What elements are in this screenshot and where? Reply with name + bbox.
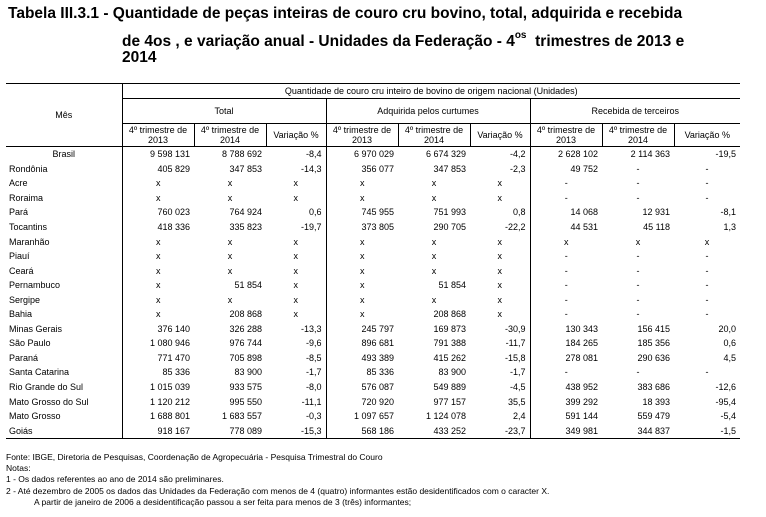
table-cell: 2,4 <box>470 409 530 424</box>
title-line-2-a: de 4os , e variação anual - Unidades da Federação - 4 <box>122 33 515 51</box>
table-cell: 383 686 <box>637 382 670 393</box>
table-cell: - <box>564 280 568 291</box>
table-cell: -14,3 <box>266 162 326 177</box>
row-label: Ceará <box>6 263 122 278</box>
table-cell: 896 681 <box>361 338 394 349</box>
table-cell: x <box>704 236 710 247</box>
table-cell: -11,1 <box>266 394 326 409</box>
table-cell: x <box>156 309 161 320</box>
table-cell: - <box>705 309 709 320</box>
table-cell: - <box>564 294 568 305</box>
table-cell: - <box>705 178 709 189</box>
table-cell: 1,3 <box>723 222 737 232</box>
table-cell: x <box>360 294 365 305</box>
table-cell: x <box>266 307 326 322</box>
table-cell: -22,2 <box>470 220 530 235</box>
table-cell: 18 393 <box>642 396 670 407</box>
table-cell: x <box>431 192 437 203</box>
table-cell: - <box>636 251 640 262</box>
table-cell: -8,1 <box>720 207 737 218</box>
note-3: A partir de janeiro de 2006 a desidentificação passou a ser feita para menos de 3 (três) informantes; <box>34 496 412 507</box>
table-cell: x <box>156 178 161 189</box>
table-cell: x <box>360 236 365 247</box>
table-cell: -1,5 <box>674 423 740 438</box>
table-cell: 559 479 <box>637 411 670 422</box>
row-label: Acre <box>6 176 122 191</box>
table-cell: 4,5 <box>723 352 737 363</box>
table-cell: 51 854 <box>438 280 466 291</box>
section-header-total: Total <box>122 99 326 124</box>
table-cell: 376 140 <box>157 323 190 334</box>
table-cell: 35,5 <box>470 394 530 409</box>
row-label: Roraima <box>6 191 122 206</box>
table-cell: x <box>156 236 161 247</box>
table-cell: 745 955 <box>361 207 394 218</box>
table-cell: 49 752 <box>570 163 598 174</box>
section-header-recebida: Recebida de terceiros <box>530 99 740 124</box>
table-row <box>6 162 740 177</box>
table-cell: -13,3 <box>266 322 326 337</box>
table-cell: 705 898 <box>229 352 262 363</box>
table-cell: x <box>266 191 326 206</box>
table-cell: -12,6 <box>715 382 737 393</box>
table-cell: -8,5 <box>266 351 326 366</box>
table-cell: 493 389 <box>361 352 394 363</box>
table-cell: x <box>470 263 530 278</box>
source-note: Fonte: IBGE, Diretoria de Pesquisas, Coordenação de Agropecuária - Pesquisa Trimestral do Couro <box>6 452 383 462</box>
table-cell: 568 186 <box>326 423 398 438</box>
row-label: Paraná <box>6 351 122 366</box>
table-cell: 0,6 <box>266 205 326 220</box>
table-cell: 349 981 <box>530 423 602 438</box>
table-row <box>6 176 740 191</box>
table-cell: x <box>470 292 530 307</box>
table-cell: -15,3 <box>266 423 326 438</box>
table-cell: x <box>360 251 365 262</box>
subcol-header: Variação % <box>266 124 326 147</box>
row-label: Bahia <box>6 307 122 322</box>
row-label: Mato Grosso <box>6 409 122 424</box>
table-cell: -8,0 <box>266 380 326 395</box>
row-label: São Paulo <box>6 336 122 351</box>
table-cell: 778 089 <box>194 423 266 438</box>
table-cell: x <box>470 176 530 191</box>
table-cell: 977 157 <box>433 396 466 407</box>
table-cell: - <box>636 294 640 305</box>
table-cell: -9,6 <box>266 336 326 351</box>
table-cell: - <box>636 367 640 378</box>
subcol-header: 4º trimestre de 2013 <box>530 124 602 147</box>
table-cell: x <box>470 191 530 206</box>
table-cell: -15,8 <box>470 351 530 366</box>
table-cell: 760 023 <box>157 207 190 218</box>
table-footer <box>6 452 549 508</box>
table-cell: -11,7 <box>470 336 530 351</box>
table-cell: -95,4 <box>715 396 737 407</box>
table-cell: 576 087 <box>361 382 394 393</box>
table-cell: 418 336 <box>157 222 190 232</box>
table-cell: x <box>156 192 161 203</box>
table-cell: x <box>360 309 365 320</box>
table-cell: 85 336 <box>366 367 394 378</box>
table-cell: x <box>470 278 530 293</box>
table-cell: 1 015 039 <box>149 382 190 393</box>
table-cell: x <box>266 263 326 278</box>
table-cell: - <box>636 309 640 320</box>
subcol-header: 4º trimestre de 2013 <box>122 124 194 147</box>
table-cell: 933 575 <box>229 382 262 393</box>
table-cell: 0,6 <box>723 338 737 349</box>
table-row <box>6 365 740 380</box>
table-cell: 51 854 <box>234 280 262 291</box>
table-cell: 208 868 <box>433 309 466 320</box>
table-cell: - <box>564 309 568 320</box>
table-cell: 1 097 657 <box>353 411 394 422</box>
table-row <box>6 307 740 322</box>
table-row <box>6 220 740 235</box>
table-row <box>6 292 740 307</box>
row-label: Santa Catarina <box>6 365 122 380</box>
table-cell: 45 118 <box>643 222 670 232</box>
table-cell: x <box>227 236 233 247</box>
row-label: Rio Grande do Sul <box>6 380 122 395</box>
table-cell: x <box>156 251 161 262</box>
table-cell: 976 744 <box>229 338 262 349</box>
table-cell: 12 931 <box>642 207 670 218</box>
row-label: Minas Gerais <box>6 322 122 337</box>
table-cell: -5,4 <box>720 411 737 422</box>
table-cell: 591 144 <box>565 411 598 422</box>
table-cell: - <box>705 163 709 174</box>
table-cell: 335 823 <box>229 222 262 232</box>
title-line-1: Tabela III.3.1 - Quantidade de peças inteiras de couro cru bovino, total, adquirida e recebida <box>8 5 683 22</box>
table-cell: 156 415 <box>637 323 670 334</box>
table-cell: x <box>431 236 437 247</box>
table-cell: 347 853 <box>229 163 262 174</box>
table-row <box>6 191 740 206</box>
table-cell: x <box>227 265 233 276</box>
table-cell: 764 924 <box>229 207 262 218</box>
notes-label: Notas: <box>6 463 31 474</box>
table-cell: 290 705 <box>433 222 466 232</box>
subcol-header: 4º trimestre de 2014 <box>602 124 674 147</box>
table-cell: 20,0 <box>718 323 737 334</box>
table-cell: 184 265 <box>565 338 598 349</box>
table-cell: 290 636 <box>637 352 670 363</box>
table-cell: 1 120 212 <box>149 396 190 407</box>
table-cell: - <box>705 192 709 203</box>
table-cell: -30,9 <box>470 322 530 337</box>
table-cell: 6 970 029 <box>353 149 394 160</box>
table-cell: 6 674 329 <box>425 149 466 160</box>
title-line-2 <box>122 28 684 52</box>
table-cell: 208 868 <box>229 309 262 320</box>
table-row <box>6 205 740 220</box>
table-cell: -8,4 <box>266 147 326 162</box>
table-cell: x <box>431 251 437 262</box>
table-cell: x <box>156 265 161 276</box>
table-cell: x <box>227 251 233 262</box>
table-cell: x <box>360 192 365 203</box>
table-cell: 83 900 <box>438 367 466 378</box>
table-row <box>6 380 740 395</box>
table-cell: x <box>635 236 641 247</box>
table-row <box>6 351 740 366</box>
table-row <box>6 394 740 409</box>
title-superscript: os <box>514 30 527 41</box>
table-cell: x <box>431 178 437 189</box>
subcol-header: Variação % <box>674 124 740 147</box>
table-cell: - <box>705 367 709 378</box>
table-cell: x <box>431 265 437 276</box>
table-cell: 720 920 <box>361 396 394 407</box>
table-cell: 399 292 <box>565 396 598 407</box>
table-cell: 130 343 <box>565 323 598 334</box>
row-label: Goiás <box>6 423 122 438</box>
table-cell: 2 628 102 <box>557 149 598 160</box>
table-cell: 278 081 <box>565 352 598 363</box>
table-cell: x <box>227 294 233 305</box>
column-header-mes: Mês <box>6 84 122 147</box>
table-cell: x <box>266 292 326 307</box>
data-table <box>6 83 740 439</box>
table-row <box>6 147 740 162</box>
note-2: 2 - Até dezembro de 2005 os dados das Unidades da Federação com menos de 4 (quatro) informantes estão desidentificados com o caracter X. <box>6 485 550 496</box>
table-cell: x <box>360 280 365 291</box>
table-cell: x <box>266 249 326 264</box>
table-row <box>6 423 740 438</box>
row-label: Sergipe <box>6 292 122 307</box>
table-cell: - <box>636 163 640 174</box>
table-row <box>6 336 740 351</box>
table-cell: 995 550 <box>229 396 262 407</box>
table-cell: - <box>564 178 568 189</box>
table-cell: 433 252 <box>398 423 470 438</box>
table-cell: 44 531 <box>570 222 598 232</box>
table-cell: x <box>266 176 326 191</box>
table-cell: - <box>705 251 709 262</box>
table-cell: - <box>705 294 709 305</box>
table-cell: - <box>705 280 709 291</box>
table-cell: -1,7 <box>470 365 530 380</box>
table-cell: 245 797 <box>361 323 394 334</box>
row-label: Maranhão <box>6 234 122 249</box>
table-cell: -0,3 <box>266 409 326 424</box>
table-cell: x <box>266 278 326 293</box>
title-line-2-b: trimestres de 2013 e <box>535 33 685 51</box>
table-cell: x <box>470 234 530 249</box>
table-cell: 373 805 <box>361 222 394 232</box>
subcol-header: 4º trimestre de 2014 <box>398 124 470 147</box>
table-cell: - <box>636 192 640 203</box>
table-cell: 751 993 <box>433 207 466 218</box>
table-cell: 9 598 131 <box>149 149 190 160</box>
table-cell: x <box>470 307 530 322</box>
table-row <box>6 409 740 424</box>
table-cell: x <box>431 294 437 305</box>
table-cell: - <box>636 280 640 291</box>
table-cell: - <box>705 265 709 276</box>
table-cell: 1 124 078 <box>425 411 466 422</box>
row-label: Piauí <box>6 249 122 264</box>
table-row <box>6 322 740 337</box>
table-cell: x <box>156 280 161 291</box>
table-cell: 8 788 692 <box>221 149 262 160</box>
table-cell: 0,8 <box>470 205 530 220</box>
table-cell: 185 356 <box>637 338 670 349</box>
table-row <box>6 263 740 278</box>
table-cell: x <box>156 294 161 305</box>
table-cell: - <box>564 367 568 378</box>
table-cell: 169 873 <box>433 323 466 334</box>
table-cell: -23,7 <box>470 423 530 438</box>
table-cell: 415 262 <box>433 352 466 363</box>
table-cell: 405 829 <box>157 163 190 174</box>
table-cell: 347 853 <box>433 163 466 174</box>
table-cell: 1 688 801 <box>149 411 190 422</box>
table-cell: 549 889 <box>433 382 466 393</box>
note-1: 1 - Os dados referentes ao ano de 2014 são preliminares. <box>6 474 224 485</box>
row-label: Tocantins <box>6 220 122 235</box>
table-cell: 344 837 <box>602 423 674 438</box>
table-cell: -2,3 <box>470 162 530 177</box>
table-cell: x <box>266 234 326 249</box>
table-cell: 791 388 <box>433 338 466 349</box>
table-cell: 438 952 <box>565 382 598 393</box>
table-cell: 1 683 557 <box>221 411 262 422</box>
table-cell: x <box>227 178 233 189</box>
table-row <box>6 278 740 293</box>
table-cell: - <box>636 265 640 276</box>
table-cell: 356 077 <box>361 163 394 174</box>
table-cell: -4,2 <box>470 147 530 162</box>
table-cell: 771 470 <box>157 352 190 363</box>
table-cell: 85 336 <box>162 367 190 378</box>
row-label: Rondônia <box>6 162 122 177</box>
table-cell: -19,5 <box>715 149 737 160</box>
title-line-3: 2014 <box>122 49 157 66</box>
table-cell: - <box>564 192 568 203</box>
table-cell: -19,7 <box>266 220 326 235</box>
table-cell: 14 068 <box>570 207 598 218</box>
table-row <box>6 249 740 264</box>
row-label: Mato Grosso do Sul <box>6 394 122 409</box>
subcol-header: 4º trimestre de 2013 <box>326 124 398 147</box>
table-cell: x <box>227 192 233 203</box>
table-cell: x <box>360 178 365 189</box>
row-label: Pernambuco <box>6 278 122 293</box>
table-cell: - <box>636 178 640 189</box>
group-header: Quantidade de couro cru inteiro de bovino de origem nacional (Unidades) <box>122 84 740 99</box>
subcol-header: 4º trimestre de 2014 <box>194 124 266 147</box>
table-cell: -1,7 <box>266 365 326 380</box>
table-cell: 2 114 363 <box>630 149 670 160</box>
table-cell: 1 080 946 <box>149 338 190 349</box>
subcol-header: Variação % <box>470 124 530 147</box>
table-row <box>6 234 740 249</box>
row-label: Brasil <box>6 147 122 162</box>
table-cell: 83 900 <box>234 367 262 378</box>
table-cell: x <box>564 236 569 247</box>
table-cell: 918 167 <box>122 423 194 438</box>
section-header-adquirida: Adquirida pelos curtumes <box>326 99 530 124</box>
table-cell: x <box>360 265 365 276</box>
table-cell: 326 288 <box>229 323 262 334</box>
table-cell: x <box>470 249 530 264</box>
table-cell: -4,5 <box>470 380 530 395</box>
table-cell: - <box>564 251 568 262</box>
table-cell: - <box>564 265 568 276</box>
row-label: Pará <box>6 205 122 220</box>
